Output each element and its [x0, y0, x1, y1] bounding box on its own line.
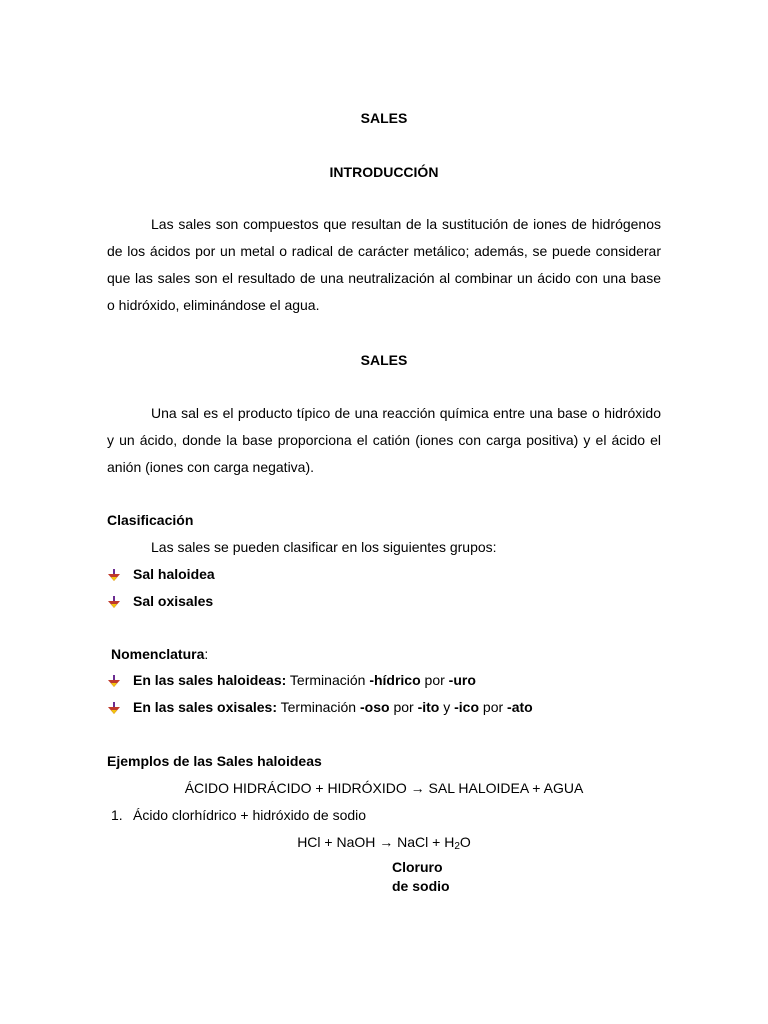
rule-text: Terminación — [286, 672, 370, 688]
rule-text: por — [420, 672, 449, 688]
rule-term: -ato — [507, 699, 533, 715]
ejemplos-heading: Ejemplos de las Sales haloideas — [107, 753, 322, 769]
rule-label: En las sales haloideas: — [133, 672, 287, 688]
product-label-line1: Cloruro — [392, 859, 443, 875]
list-item-label — [133, 672, 476, 688]
general-reaction: ÁCIDO HIDRÁCIDO + HIDRÓXIDO → SAL HALOIDEA + AGUA — [184, 780, 584, 796]
arrow-bullet-icon — [107, 595, 121, 609]
arrow-bullet-icon — [107, 674, 121, 688]
rule-text: y — [439, 699, 455, 715]
rule-term: -hídrico — [369, 672, 421, 688]
rule-label: En las sales oxisales: — [133, 699, 277, 715]
rule-text: por — [389, 699, 418, 715]
document-title: SALES — [360, 110, 408, 126]
arrow-bullet-icon — [107, 701, 121, 715]
item-text: Ácido clorhídrico + hidróxido de sodio — [133, 807, 367, 823]
clasificacion-text: Las sales se pueden clasificar en los siguientes grupos: — [151, 539, 497, 555]
chemical-equation — [0, 834, 768, 852]
product-label-line2: de sodio — [392, 878, 450, 894]
rule-text: Terminación — [276, 699, 360, 715]
nomenclatura-heading — [111, 646, 208, 662]
intro-paragraph: Las sales son compuestos que resultan de la sustitución de iones de hidrógenos de los ácidos por un metal o radical de carácter metálico; además, se puede considerar que las sales son el resultado de una neutralización al combinar un ácido con una base o hidróxido, eliminándose el agua. — [107, 216, 661, 313]
equation-text: O — [459, 834, 471, 850]
equation-subscript: 2 — [454, 841, 460, 852]
list-item-label: Sal haloidea — [133, 566, 215, 582]
rule-term: -oso — [360, 699, 390, 715]
list-item-label — [133, 699, 533, 715]
item-number: 1. — [111, 807, 123, 823]
clasificacion-heading: Clasificación — [107, 512, 194, 528]
equation-text: HCl + NaOH → NaCl + H — [297, 834, 455, 850]
nomenclatura-colon: : — [204, 646, 209, 662]
rule-term: -uro — [448, 672, 476, 688]
nomenclatura-heading-label: Nomenclatura — [111, 646, 205, 662]
rule-text: por — [479, 699, 508, 715]
arrow-bullet-icon — [107, 568, 121, 582]
sales-paragraph: Una sal es el producto típico de una reacción química entre una base o hidróxido y un ácido, donde la base proporciona el catión (iones con carga positiva) y el ácido el anión (iones con carga negativa). — [107, 405, 661, 475]
rule-term: -ito — [417, 699, 440, 715]
intro-heading: INTRODUCCIÓN — [329, 164, 439, 180]
rule-term: -ico — [454, 699, 480, 715]
example-item — [111, 807, 367, 823]
list-item-label: Sal oxisales — [133, 593, 214, 609]
sales-heading: SALES — [360, 352, 408, 368]
